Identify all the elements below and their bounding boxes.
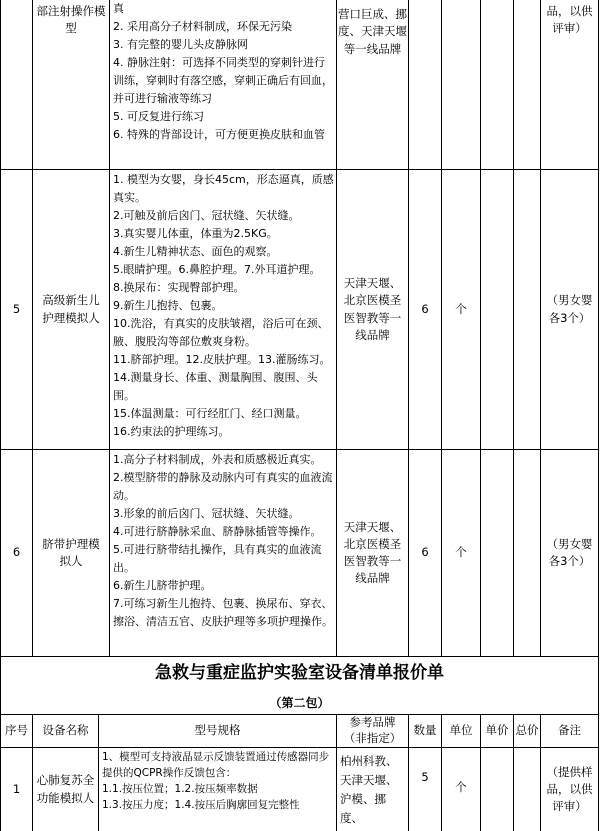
device-name: 脐带护理模拟人	[42, 536, 100, 568]
header-brand	[337, 715, 408, 747]
row-number: 6	[12, 545, 21, 560]
device-name: 高级新生儿护理模拟人	[42, 293, 100, 325]
header-price	[481, 715, 513, 747]
page-title: 急救与重症监护实验室设备清单报价单	[155, 663, 444, 684]
spec-line: 4.可进行脐静脉采血、脐静脉插管等操作。	[113, 525, 322, 538]
device-name: 心肺复苏全功能模拟人	[36, 773, 95, 805]
row5-name	[33, 170, 109, 449]
quote-title	[1, 657, 598, 691]
spec-line: 真	[113, 2, 124, 15]
spec-line: 2.可触及前后囟门、冠状缝、矢状缝。	[113, 209, 300, 222]
spec-line: 14.测量身长、体重、测量胸围、腹围、头围。	[113, 371, 318, 402]
quote-subtitle	[1, 691, 598, 714]
row5-spec	[110, 171, 336, 449]
header-label: 数量	[413, 723, 437, 738]
row1-spec	[99, 749, 336, 831]
header-label: 总价	[515, 723, 539, 738]
note-text: （提供样品，以供评审）	[546, 764, 593, 814]
device-name: 部注射操作模型	[36, 3, 106, 35]
row-top-name	[33, 0, 109, 40]
spec-line: 15.体温测量：可行经肛门、经口测量。	[113, 407, 307, 420]
spec-line: 4.新生儿精神状态、面色的观察。	[113, 245, 278, 258]
spec-line: 5.可进行脐带结扎操作，具有真实的血液流出。	[113, 543, 322, 574]
row6-brand	[337, 450, 408, 656]
row1-brand	[337, 752, 408, 831]
row6-spec	[110, 451, 336, 656]
row-top-spec	[110, 0, 336, 169]
spec-line: 10.洗浴，有真实的皮肤皱褶，浴后可在颈、腋、腹股沟等部位敷爽身粉。	[113, 317, 329, 348]
brand-text: 营口巨成、挪度、天津天堰等一线品牌	[338, 7, 407, 56]
header-label: 单价	[485, 723, 509, 738]
row5-qty	[409, 170, 441, 449]
note-text: 品，以供评审）	[546, 3, 593, 35]
spec-line: 1.高分子材料制成，外表和质感极近真实。	[113, 453, 322, 466]
spec-line: 5. 可反复进行练习	[113, 110, 204, 123]
row-number: 5	[12, 301, 21, 316]
header-label: 备注	[558, 723, 581, 738]
spec-line: 6. 特殊的背部设计，可方便更换皮肤和血管	[113, 128, 325, 141]
brand-text: 天津天堰、北京医模圣医智教等一线品牌	[343, 519, 402, 586]
quantity: 6	[421, 301, 429, 316]
header-label: 设备名称	[42, 723, 89, 738]
spec-line: 2. 采用高分子材料制成，环保无污染	[113, 20, 292, 33]
spec-line: 11.脐部护理。12.皮肤护理。13.灌肠练习。	[113, 353, 331, 366]
row1-note	[541, 748, 598, 831]
row1-no	[1, 748, 32, 831]
brand-text: 天津天堰、北京医模圣医智教等一线品牌	[343, 276, 402, 342]
row5-unit	[442, 170, 480, 449]
spec-line: 6.新生儿脐带护理。	[113, 579, 212, 592]
package-label: （第二包）	[269, 695, 330, 710]
row-top-brand	[337, 0, 408, 64]
spec-line: 2.模型脐带的静脉及动脉内可有真实的血液流动。	[113, 471, 333, 502]
header-spec	[99, 715, 336, 747]
header-unit	[442, 715, 480, 747]
spec-line: 3.形象的前后囟门、冠状缝、矢状缝。	[113, 507, 300, 520]
header-label: 单位	[449, 723, 473, 738]
quantity: 6	[421, 545, 429, 560]
unit: 个	[455, 301, 467, 316]
unit: 个	[455, 780, 467, 795]
header-total	[514, 715, 540, 747]
row6-name	[33, 450, 109, 656]
spec-line: 1、模型可支持液晶显示反馈装置通过传感器同步提供的QCPR操作反馈包含：	[102, 751, 330, 779]
spec-line: 1.3.按压力度；1.4.按压后胸廓回复完整性	[102, 799, 300, 811]
row6-note	[541, 450, 598, 656]
spec-line: 16.约束法的护理练习。	[113, 425, 230, 438]
header-label: 序号	[5, 723, 28, 738]
row1-qty	[409, 748, 441, 808]
header-label: 参考品牌（非指定）	[343, 715, 402, 745]
header-qty	[409, 715, 441, 747]
spec-line: 4. 静脉注射：可选择不同类型的穿刺针进行训练，穿刺时有落空感，穿刺正确后有回血，并可进行输液等练习	[113, 56, 333, 105]
row5-note	[541, 170, 598, 449]
brand-text: 柏州科教、天津天堰、沪模、挪度、	[340, 754, 398, 825]
spec-line: 9.新生儿抱持、包裹。	[113, 299, 223, 312]
row5-brand	[337, 170, 408, 449]
header-no	[1, 715, 32, 747]
spec-line: 3.真实婴儿体重，体重为2.5KG。	[113, 227, 278, 240]
spec-line: 1. 模型为女婴，身长45cm，形态逼真，质感真实。	[113, 173, 334, 204]
spec-line: 5.眼睛护理。6.鼻腔护理。7.外耳道护理。	[113, 263, 321, 276]
header-note	[541, 715, 598, 747]
row1-unit	[442, 748, 480, 828]
row-top-note	[541, 0, 598, 40]
header-label: 型号规格	[194, 723, 241, 738]
spec-line: 8.换尿布：实现臀部护理。	[113, 281, 245, 294]
note-text: （男女婴各3个）	[546, 293, 593, 325]
row6-qty	[409, 450, 441, 656]
row5-no	[1, 170, 32, 449]
header-name	[33, 715, 98, 747]
row1-name	[33, 748, 98, 831]
unit: 个	[455, 545, 467, 560]
note-text: （男女婴各3个）	[546, 536, 593, 568]
row6-unit	[442, 450, 480, 656]
spec-line: 3. 有完整的婴儿头皮静脉网	[113, 38, 248, 51]
row6-no	[1, 450, 32, 656]
spec-line: 7.可练习新生儿抱持、包裹、换尿布、穿衣、擦浴、清洁五官、皮肤护理等多项护理操作。	[113, 597, 333, 628]
row-number: 1	[12, 781, 21, 796]
quantity: 5	[421, 770, 429, 785]
spec-line: 1.1.按压位置；1.2.按压频率数据	[102, 783, 258, 795]
